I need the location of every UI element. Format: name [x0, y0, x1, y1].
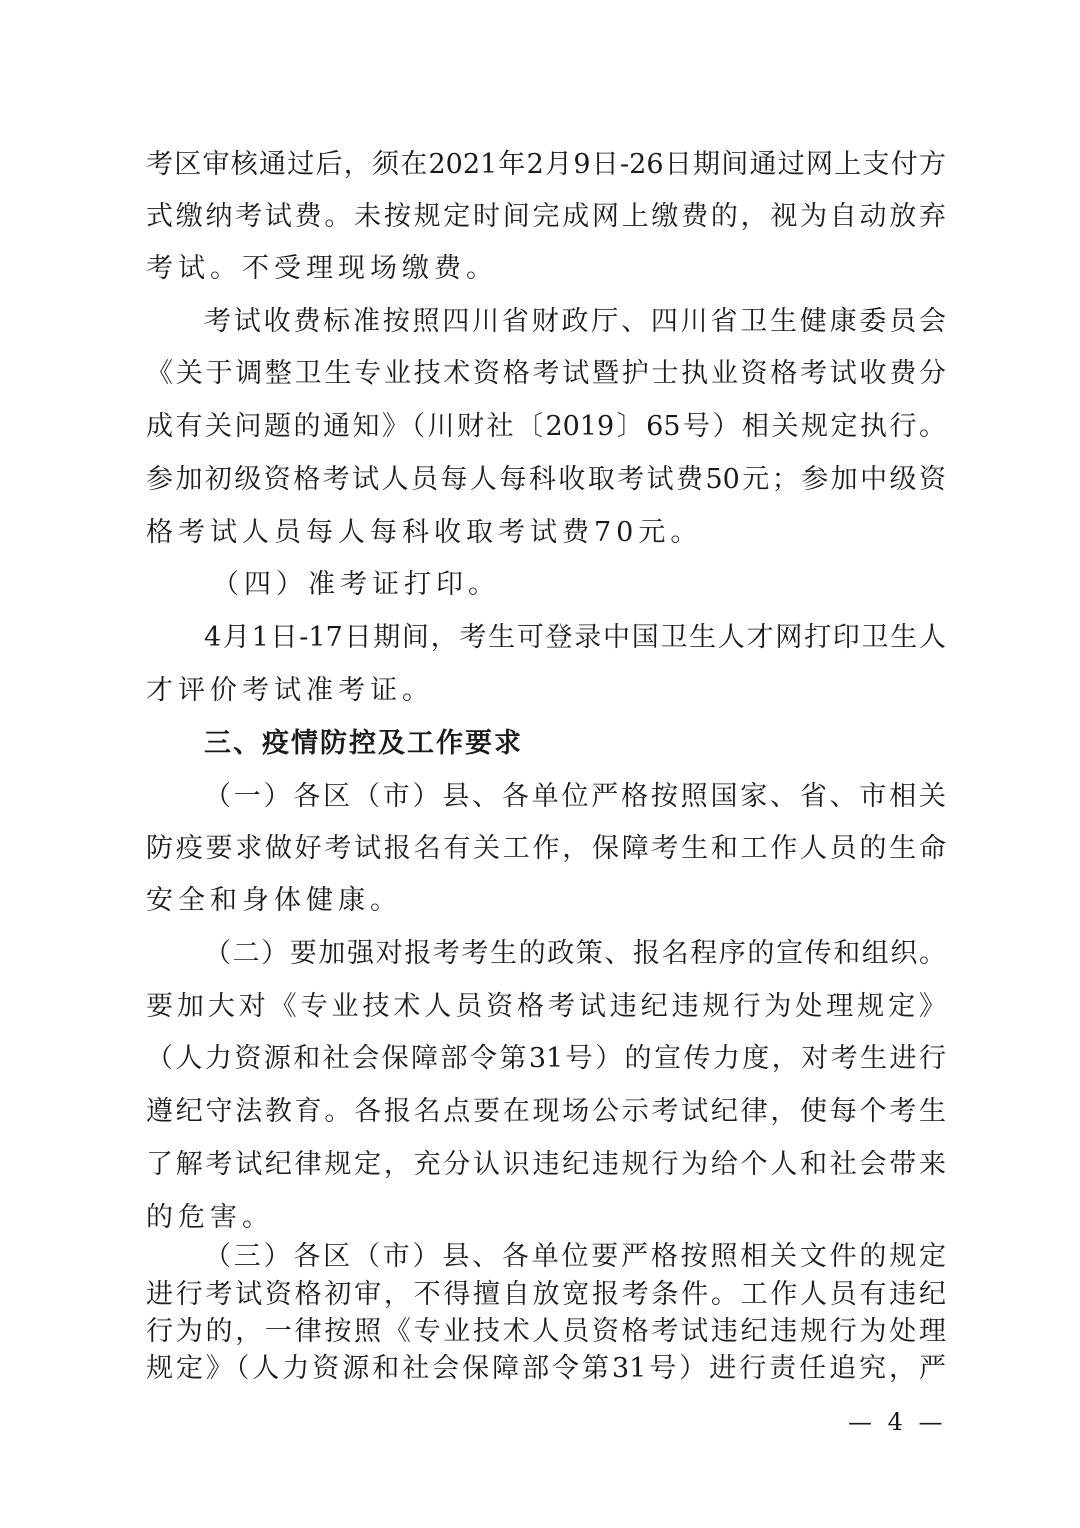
page-number: — 4 —: [848, 1408, 947, 1436]
body-line: （一）各区（市）县、各单位严格按照国家、省、市相关: [204, 781, 946, 812]
section-heading: 三、疫情防控及工作要求: [204, 728, 523, 759]
body-line: 规定》（人力资源和社会保障部令第31号）进行责任追究，严: [146, 1353, 946, 1384]
body-line: 考区审核通过后，须在2021年2月9日-26日期间通过网上支付方: [146, 149, 946, 180]
body-line: （二）要加强对报考考生的政策、报名程序的宣传和组织。: [204, 938, 946, 969]
body-line: 考试。不受理现场缴费。: [146, 253, 498, 284]
body-line: 成有关问题的通知》（川财社〔2019〕65号）相关规定执行。: [146, 411, 946, 442]
body-line: 要加大对《专业技术人员资格考试违纪违规行为处理规定》: [146, 991, 946, 1022]
body-line: 了解考试纪律规定，充分认识违纪违规行为给个人和社会带来: [146, 1149, 946, 1180]
body-line: 格考试人员每人每科收取考试费70元。: [146, 517, 703, 548]
body-line: 参加初级资格考试人员每人每科收取考试费50元；参加中级资: [146, 464, 946, 495]
body-line: （三）各区（市）县、各单位要严格按照相关文件的规定: [204, 1241, 946, 1272]
body-line: 的危害。: [146, 1202, 274, 1233]
body-line: 行为的，一律按照《专业技术人员资格考试违纪违规行为处理: [146, 1316, 946, 1347]
body-line: 进行考试资格初审，不得擅自放宽报考条件。工作人员有违纪: [146, 1279, 946, 1310]
body-line: 考试收费标准按照四川省财政厅、四川省卫生健康委员会: [204, 306, 946, 337]
body-line: 才评价考试准考证。: [146, 675, 434, 706]
subsection-heading: （四）准考证打印。: [212, 569, 500, 600]
body-line: 遵纪守法教育。各报名点要在现场公示考试纪律，使每个考生: [146, 1096, 946, 1127]
body-line: 安全和身体健康。: [146, 885, 402, 916]
body-line: （人力资源和社会保障部令第31号）的宣传力度，对考生进行: [146, 1043, 946, 1074]
body-line: 《关于调整卫生专业技术资格考试暨护士执业资格考试收费分: [146, 358, 946, 389]
body-line: 4月1日-17日期间，考生可登录中国卫生人才网打印卫生人: [204, 622, 946, 653]
body-line: 式缴纳考试费。未按规定时间完成网上缴费的，视为自动放弃: [146, 201, 946, 232]
body-line: 防疫要求做好考试报名有关工作，保障考生和工作人员的生命: [146, 833, 946, 864]
